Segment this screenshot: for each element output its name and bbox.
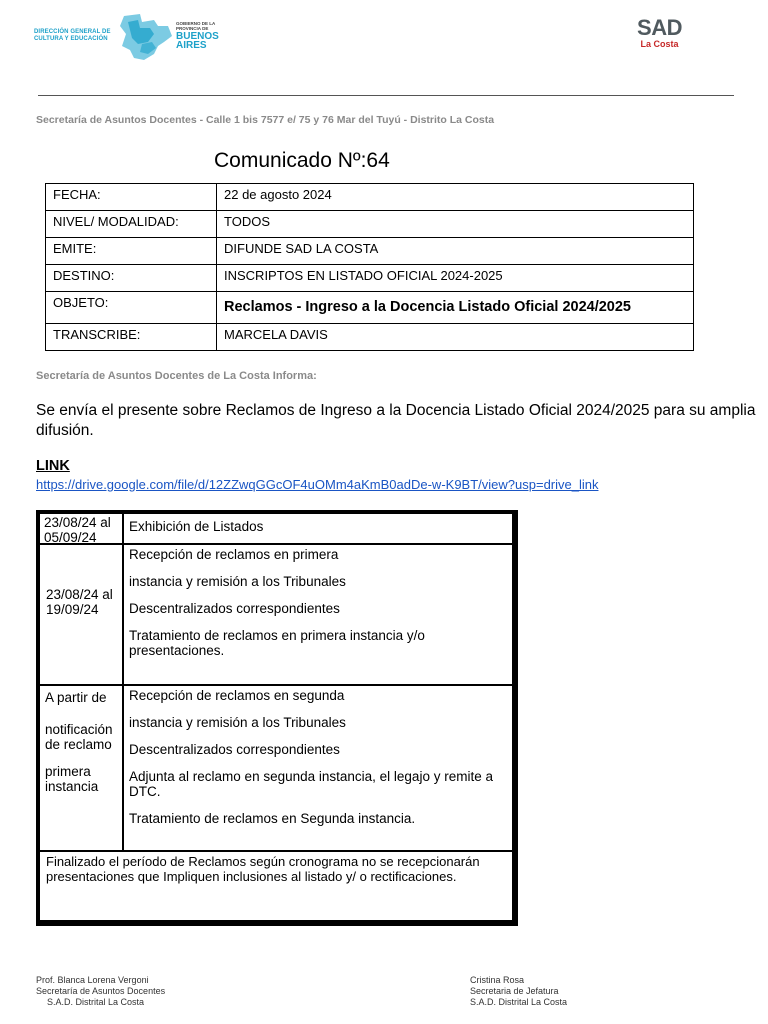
row-label-destino: DESTINO: bbox=[46, 265, 217, 292]
sad-logo bbox=[637, 17, 682, 49]
province-map-icon bbox=[118, 12, 174, 62]
row-value-objeto: Reclamos - Ingreso a la Docencia Listado Oficial 2024/2025 bbox=[217, 292, 694, 324]
schedule-activity-cell: Recepción de reclamos en segunda instancia y remisión a los Tribunales Descentralizados correspondientes Adjunta al reclamo en segunda instancia, el legajo y remite a DTC. Tratamiento de reclamos en Segunda instancia. bbox=[124, 686, 512, 850]
schedule-date-cell: 23/08/24 al 05/09/24 bbox=[40, 514, 122, 543]
table-row bbox=[46, 265, 694, 292]
schedule-note-cell: Finalizado el período de Reclamos según cronograma no se recepcionarán presentaciones que Impliquen inclusiones al listado y/ o rectificaciones. bbox=[40, 852, 512, 920]
body-text: Se envía el presente sobre Reclamos de Ingreso a la Docencia Listado Oficial 2024/2025 para su amplia difusión. bbox=[36, 402, 756, 439]
link-heading: LINK bbox=[36, 458, 70, 474]
row-value-nivel: TODOS bbox=[217, 211, 694, 238]
row-value-destino: INSCRIPTOS EN LISTADO OFICIAL 2024-2025 bbox=[217, 265, 694, 292]
dgce-logo bbox=[34, 12, 224, 64]
schedule-date-cell: A partir de notificación de reclamo primera instancia bbox=[40, 686, 122, 850]
row-label-nivel: NIVEL/ MODALIDAD: bbox=[46, 211, 217, 238]
header-divider bbox=[38, 95, 734, 96]
sad-logo-sub: La Costa bbox=[640, 39, 679, 49]
drive-link[interactable]: https://drive.google.com/file/d/12ZZwqGGcOF4uOMm4aKmB0adDe-w-K9BT/view?usp=drive_link bbox=[36, 477, 599, 492]
table-row bbox=[46, 324, 694, 351]
row-label-fecha: FECHA: bbox=[46, 184, 217, 211]
page-title: Comunicado Nº:64 bbox=[214, 149, 390, 172]
row-value-transcribe: MARCELA DAVIS bbox=[217, 324, 694, 351]
buenos-aires-logo-text: BUENOS AIRES bbox=[176, 31, 219, 51]
schedule-activity-cell: Recepción de reclamos en primera instancia y remisión a los Tribunales Descentralizados correspondientes Tratamiento de reclamos en primera instancia y/o presentaciones. bbox=[124, 545, 512, 684]
table-row bbox=[46, 292, 694, 324]
dgce-logo-text: DIRECCIÓN GENERAL DE CULTURA Y EDUCACIÓN bbox=[34, 29, 111, 42]
sad-logo-main: SAD bbox=[637, 15, 682, 40]
table-row bbox=[46, 238, 694, 265]
row-value-emite: DIFUNDE SAD LA COSTA bbox=[217, 238, 694, 265]
table-row bbox=[46, 211, 694, 238]
row-value-fecha: 22 de agosto 2024 bbox=[217, 184, 694, 211]
signature-left: Prof. Blanca Lorena Vergoni Secretaría de Asuntos Docentes S.A.D. Distrital La Costa bbox=[36, 975, 166, 1007]
info-table bbox=[45, 183, 694, 351]
gov-logo-text: GOBIERNO DE LA PROVINCIA DE bbox=[176, 21, 216, 31]
table-row bbox=[46, 184, 694, 211]
row-label-objeto: OBJETO: bbox=[46, 292, 217, 324]
row-label-emite: EMITE: bbox=[46, 238, 217, 265]
info-heading: Secretaría de Asuntos Docentes de La Costa Informa: bbox=[36, 370, 317, 382]
schedule-date-cell: 23/08/24 al 19/09/24 bbox=[40, 545, 122, 684]
signature-right: Cristina Rosa Secretaria de Jefatura S.A.D. Distrital La Costa bbox=[470, 975, 568, 1007]
row-label-transcribe: TRANSCRIBE: bbox=[46, 324, 217, 351]
schedule-activity-cell: Exhibición de Listados bbox=[124, 514, 512, 543]
address-line: Secretaría de Asuntos Docentes - Calle 1 bis 7577 e/ 75 y 76 Mar del Tuyú - Distrito La Costa bbox=[36, 114, 495, 126]
